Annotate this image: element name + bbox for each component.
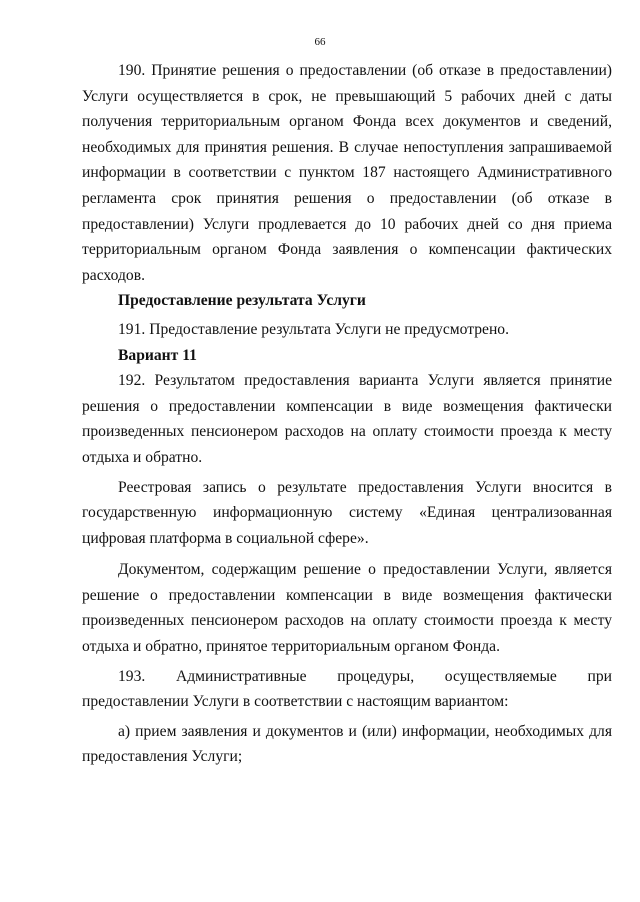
paragraph-190: 190. Принятие решения о предоставлении (об отказе в предоставлении) Услуги осуществляется в срок, не превышающий 5 рабочих дней с даты получения территориальным органом Фонда всех документов и сведений, необходимых для принятия решения. В случае непоступления запрашиваемой информации в соответствии с пунктом 187 настоящего Административного регламента срок принятия решения о предоставлении (об отказе в предоставлении) Услуги продлевается до 10 рабочих дней со дня приема территориальным органом Фонда заявления о компенсации фактических расходов. [82, 62, 612, 284]
section-heading-result: Предоставление результата Услуги [118, 292, 366, 310]
paragraph-decision-document: Документом, содержащим решение о предоставлении Услуги, является решение о предоставлении компенсации в виде возмещения фактически произведенных пенсионером расходов на оплату стоимости проезда к месту отдыха и обратно, принятое территориальным органом Фонда. [82, 561, 612, 656]
page-number: 66 [314, 36, 326, 48]
paragraph-193-item-a: а) прием заявления и документов и (или) информации, необходимых для предоставления Услуги; [82, 722, 612, 766]
paragraph-192: 192. Результатом предоставления варианта Услуги является принятие решения о предоставлении компенсации в виде возмещения фактически произведенных пенсионером расходов на оплату стоимости проезда к месту отдыха и обратно. [82, 372, 612, 466]
document-body [82, 58, 612, 770]
section-heading-variant: Вариант 11 [118, 346, 197, 364]
paragraph-193: 193. Административные процедуры, осуществляемые при предоставлении Услуги в соответствии с настоящим вариантом: [82, 667, 612, 711]
paragraph-191: 191. Предоставление результата Услуги не предусмотрено. [118, 320, 509, 338]
paragraph-registry-record: Реестровая запись о результате предоставления Услуги вносится в государственную информационную систему «Единая централизованная цифровая платформа в социальной сфере». [82, 478, 612, 547]
